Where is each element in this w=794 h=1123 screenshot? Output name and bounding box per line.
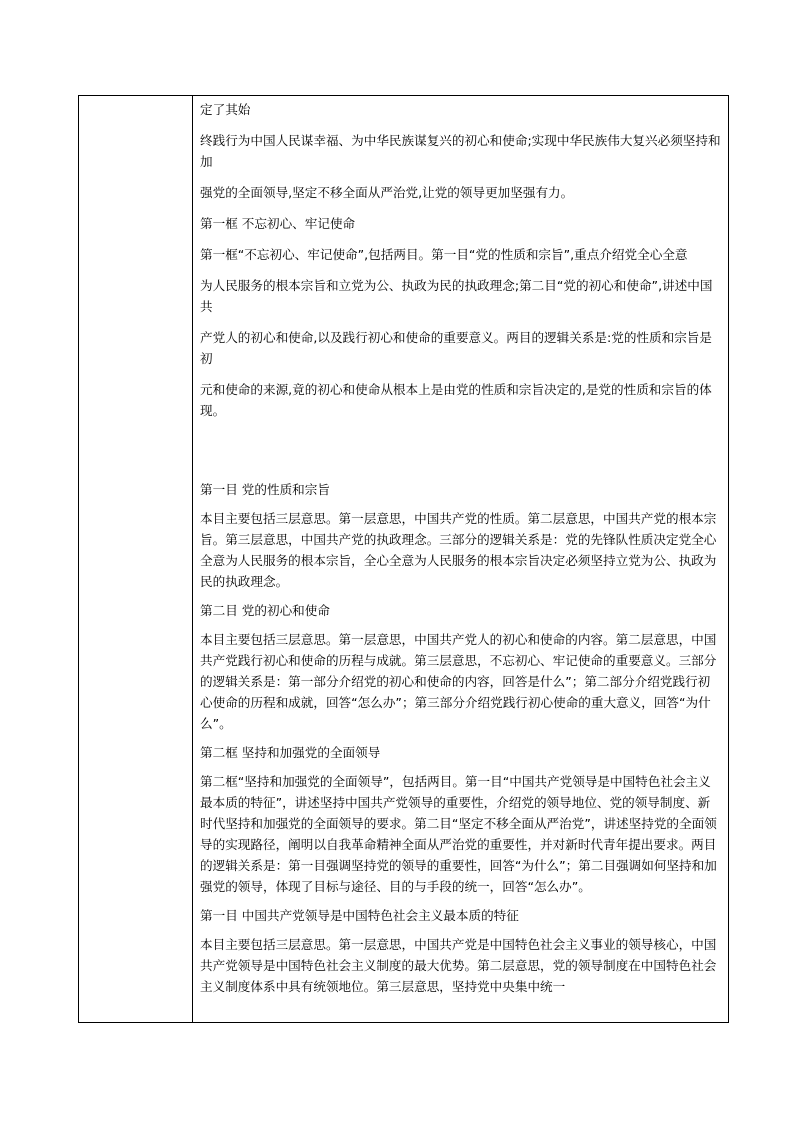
- section-1-1-body: 本目主要包括三层意思。第一层意思，中国共产党的性质。第二层意思，中国共产党的根本宗旨。第三层意思，中国共产党的执政理念。三部分的逻辑关系是：党的先锋队性质决定党全心全意为人民服务的根本宗旨，全心全意为人民服务的根本宗旨决定必须坚持立党为公、执政为民的执政理念。: [200, 511, 717, 589]
- section-2-body: 第二框“坚持和加强党的全面领导”，包括两目。第一目“中国共产党领导是中国特色社会主义最本质的特征”，讲述坚持中国共产党领导的重要性，介绍党的领导地位、党的领导制度、新时代坚持和加强党的全面领导的要求。第二目“坚定不移全面从严治党”，讲述坚持党的全面领导的实现路径，阐明以自我革命精神全面从严治党的重要性，并对新时代青年提出要求。两目的逻辑关系是：第一目强调坚持党的领导的重要性，回答“为什么”；第二目强调如何坚持和加强党的领导，体现了目标与途径、目的与手段的统一，回答“怎么办”。: [200, 774, 717, 894]
- section-2-1-body: 本目主要包括三层意思。第一层意思，中国共产党是中国特色社会主义事业的领导核心，中国共产党领导是中国特色社会主义制度的最大优势。第二层意思，党的领导制度在中国特色社会主义制度体系中具有统领地位。第三层意思，坚持党中央集中统一: [200, 937, 717, 994]
- intro-line-5: 第一框“不忘初心、牢记使命”,包括两目。第一目“党的性质和宗旨”,重点介绍党全心全意: [200, 247, 688, 262]
- section-2-heading: 第二框 坚持和加强党的全面领导: [200, 745, 381, 760]
- intro-line-6: 为人民服务的根本宗旨和立党为公、执政为民的执政理念;第二目“党的初心和使命”,讲述中国共: [200, 278, 713, 314]
- left-column-cell: [79, 96, 193, 1022]
- intro-line-1: 定了其始: [200, 102, 251, 117]
- right-column-cell: [194, 96, 728, 1022]
- section-1-2-body: 本目主要包括三层意思。第一层意思，中国共产党人的初心和使命的内容。第二层意思，中国共产党践行初心和使命的历程与成就。第三层意思，不忘初心、牢记使命的重要意义。三部分的逻辑关系是：第一部分介绍党的初心和使命的内容，回答是什么”；第二部分介绍党践行初心使命的历程和成就，回答“怎么办”；第三部分介绍党践行初心使命的重大意义，回答“为什么”。: [200, 632, 717, 731]
- content-table: [78, 95, 729, 1023]
- section-2-1-heading: 第一目 中国共产党领导是中国特色社会主义最本质的特征: [200, 908, 519, 923]
- intro-line-8: 元和使命的来源,竟的初心和使命从根本上是由党的性质和宗旨决定的,是党的性质和宗旨的体现。: [200, 382, 712, 418]
- section-1-2-heading: 第二目 党的初心和使命: [200, 603, 330, 618]
- intro-line-3: 强党的全面领导,坚定不移全面从严治党,让党的领导更加坚强有力。: [200, 185, 574, 200]
- intro-line-7: 产党人的初心和使命,以及践行初心和使命的重要意义。两目的逻辑关系是:党的性质和宗旨是初: [200, 330, 712, 366]
- frame-1-heading: 第一框 不忘初心、牢记使命: [200, 216, 356, 231]
- section-1-1-heading: 第一目 党的性质和宗旨: [200, 482, 330, 497]
- intro-line-2: 终践行为中国人民谋幸福、为中华民族谋复兴的初心和使命;实现中华民族伟大复兴必须坚持和加: [200, 133, 721, 169]
